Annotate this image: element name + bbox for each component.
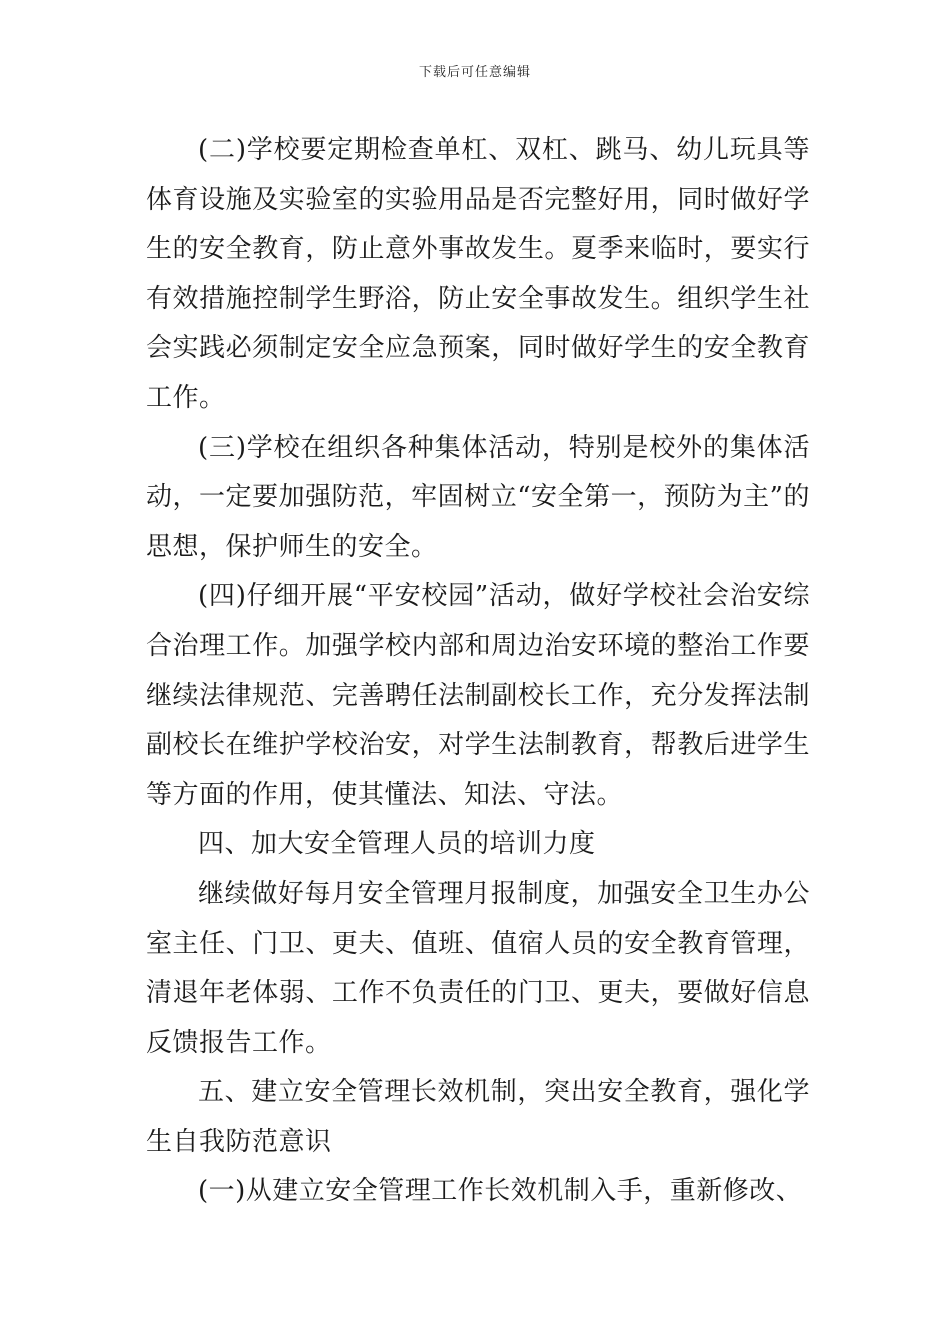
- header-note: 下载后可任意编辑: [418, 65, 531, 80]
- document-body: [146, 126, 810, 1217]
- section-heading-five: 五、建立安全管理长效机制，突出安全教育，强化学生自我防范意识: [146, 1077, 810, 1157]
- section-heading-four: 四、加大安全管理人员的培训力度: [198, 829, 596, 860]
- paragraph-monthly-report: 继续做好每月安全管理月报制度，加强安全卫生办公室主任、门卫、更夫、值班、值宿人员的安全教育管理，清退年老体弱、工作不负责任的门卫、更夫，要做好信息反馈报告工作。: [146, 878, 810, 1058]
- paragraph-safety-facilities: (二)学校要定期检查单杠、双杠、跳马、幼儿玩具等体育设施及实验室的实验用品是否完整好用，同时做好学生的安全教育，防止意外事故发生。夏季来临时，要实行有效措施控制学生野浴，防止安全事故发生。组织学生社会实践必须制定安全应急预案，同时做好学生的安全教育工作。: [146, 135, 810, 413]
- paragraph-safe-campus: (四)仔细开展“平安校园”活动，做好学校社会治安综合治理工作。加强学校内部和周边治安环境的整治工作要继续法律规范、完善聘任法制副校长工作，充分发挥法制副校长在维护学校治安，对学生法制教育，帮教后进学生等方面的作用，使其懂法、知法、守法。: [146, 581, 810, 810]
- paragraph-long-term-mechanism: (一)从建立安全管理工作长效机制入手，重新修改、: [198, 1176, 803, 1207]
- paragraph-collective-activities: (三)学校在组织各种集体活动，特别是校外的集体活动，一定要加强防范，牢固树立“安全第一，预防为主”的思想，保护师生的安全。: [146, 432, 810, 562]
